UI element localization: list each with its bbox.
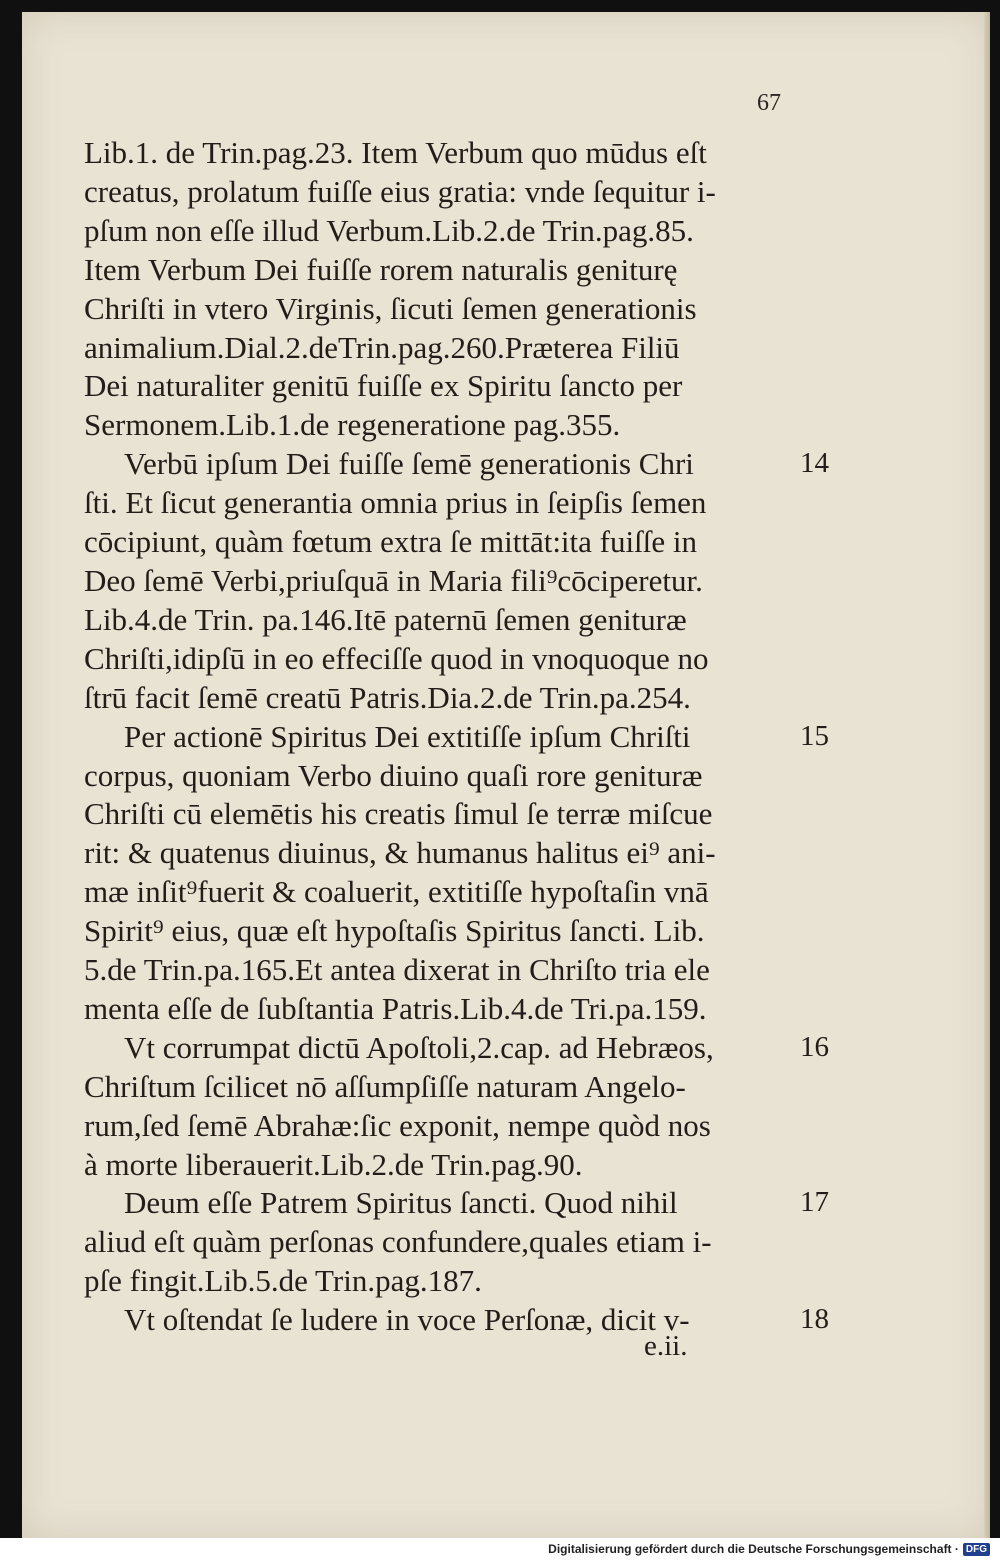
page-number: 67	[757, 90, 781, 116]
text-line: Deo ſemē Verbi,priuſquā in Maria fili⁹cōciperetur.	[84, 562, 703, 598]
text-line: pſum non eſſe illud Verbum.Lib.2.de Trin.pag.85.	[84, 212, 694, 248]
footer-bar	[0, 1538, 1000, 1560]
catchword: e.ii.	[644, 1330, 688, 1362]
text-line: corpus, quoniam Verbo diuino quaſi rore geniturӕ	[84, 757, 703, 793]
text-line: Sermonem.Lib.1.de regeneratione pag.355.	[84, 407, 621, 443]
margin-number: 16	[800, 1030, 829, 1063]
text-line: Chriſti,idipſū in eo effeciſſe quod in vnoquoque no	[84, 640, 709, 676]
book-page	[22, 12, 990, 1538]
text-line: ſti. Et ſicut generantia omnia prius in ſeipſis ſemen	[84, 485, 707, 521]
text-line: aliud eſt quàm perſonas confundere,quales etiam i-	[84, 1224, 712, 1260]
text-line: rum,ſed ſemē Abrahӕ:ſic exponit, nempe quòd nos	[84, 1107, 711, 1143]
text-line: 5.de Trin.pa.165.Et antea dixerat in Chriſto tria ele	[84, 952, 710, 988]
text-line: ſtrū facit ſemē creatū Patris.Dia.2.de Trin.pa.254.	[84, 679, 691, 715]
text-line: Chriſti cū elemētis his creatis ſimul ſe terrӕ miſcue	[84, 796, 713, 832]
text-line: Chriſtum ſcilicet nō aſſumpſiſſe naturam Angelo-	[84, 1068, 686, 1104]
text-line: rit: & quatenus diuinus, & humanus halitus ei⁹ ani-	[84, 835, 716, 871]
text-line: Per actionē Spiritus Dei extitiſſe ipſum Chriſti	[124, 718, 691, 754]
text-line: cōcipiunt, quàm fœtum extra ſe mittāt:ita fuiſſe in	[84, 524, 697, 560]
text-line: animalium.Dial.2.deTrin.pag.260.Prӕterea Filiū	[84, 329, 680, 365]
margin-number: 15	[800, 719, 829, 752]
text-line: Verbū ipſum Dei fuiſſe ſemē generationis Chri	[124, 446, 694, 482]
text-line: Spirit⁹ eius, quӕ eſt hypoſtaſis Spiritus ſancti. Lib.	[84, 913, 705, 949]
text-line: Dei naturaliter genitū fuiſſe ex Spiritu ſancto per	[84, 368, 683, 404]
margin-number: 17	[800, 1186, 829, 1219]
text-line: Chriſti in vtero Virginis, ſicuti ſemen generationis	[84, 290, 697, 326]
text-line: pſe fingit.Lib.5.de Trin.pag.187.	[84, 1263, 482, 1299]
text-line: Lib.1. de Trin.pag.23. Item Verbum quo mūdus eſt	[84, 135, 707, 170]
text-line: mӕ inſit⁹fuerit & coaluerit, extitiſſe hypoſtaſin vnā	[84, 874, 709, 910]
text-line: à morte liberauerit.Lib.2.de Trin.pag.90.	[84, 1146, 583, 1182]
text-line: Vt oſtendat ſe ludere in voce Perſonӕ, dicit v-	[124, 1302, 690, 1338]
footer-credit: Digitalisierung gefördert durch die Deutsche Forschungsgemeinschaft ·	[548, 1542, 959, 1556]
margin-number: 14	[800, 447, 829, 480]
dfg-logo-icon: DFG	[963, 1543, 990, 1556]
page-edge	[984, 12, 990, 1538]
text-line: Item Verbum Dei fuiſſe rorem naturalis geniturę	[84, 251, 678, 287]
margin-number: 18	[800, 1303, 829, 1335]
text-line: menta eſſe de ſubſtantia Patris.Lib.4.de Tri.pa.159.	[84, 990, 707, 1026]
text-block	[84, 134, 784, 1340]
text-line: Vt corrumpat dictū Apoſtoli,2.cap. ad Hebrӕos,	[124, 1029, 714, 1065]
text-line: Deum eſſe Patrem Spiritus ſancti. Quod nihil	[124, 1185, 678, 1221]
text-line: Lib.4.de Trin. pa.146.Itē paternū ſemen geniturӕ	[84, 601, 687, 637]
text-line: creatus, prolatum fuiſſe eius gratia: vnde ſequitur i-	[84, 173, 716, 209]
